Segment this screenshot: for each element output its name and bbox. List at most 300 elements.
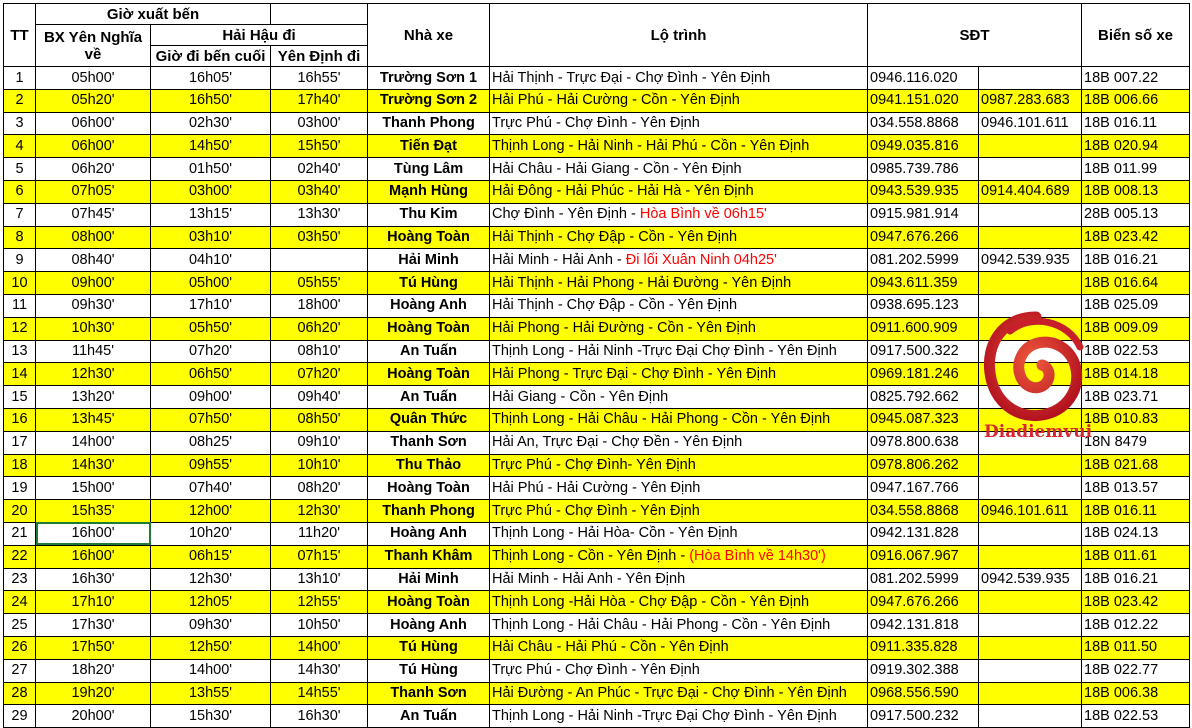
cell-gio-di-ben-cuoi[interactable]: 02h30': [151, 112, 271, 135]
cell-yen-dinh-di[interactable]: [271, 249, 368, 272]
cell-tt[interactable]: 19: [4, 477, 36, 500]
cell-nha-xe[interactable]: An Tuấn: [368, 340, 490, 363]
cell-yen-dinh-di[interactable]: 06h20': [271, 317, 368, 340]
cell-bx-yen-nghia[interactable]: 05h00': [36, 67, 151, 90]
cell-sdt-2[interactable]: [979, 591, 1082, 614]
route-text: Trực Phú - Chợ Đình- Yên Định: [492, 457, 696, 474]
cell-nha-xe[interactable]: Thu Kim: [368, 203, 490, 226]
cell-yen-dinh-di[interactable]: 17h40': [271, 89, 368, 112]
cell-sdt-1[interactable]: 0978.800.638: [868, 431, 979, 454]
cell-bien-so[interactable]: 18B 021.68: [1082, 454, 1190, 477]
cell-lo-trinh[interactable]: [490, 522, 868, 545]
cell-tt[interactable]: 28: [4, 682, 36, 705]
cell-bien-so[interactable]: 18B 023.42: [1082, 226, 1190, 249]
cell-sdt-1[interactable]: 0943.611.359: [868, 272, 979, 295]
cell-gio-di-ben-cuoi[interactable]: 07h50': [151, 408, 271, 431]
cell-bien-so[interactable]: 18B 013.57: [1082, 477, 1190, 500]
table-row: [4, 180, 1190, 203]
header-sdt[interactable]: SĐT: [868, 4, 1082, 67]
cell-lo-trinh[interactable]: [490, 203, 868, 226]
cell-bx-yen-nghia[interactable]: 15h35': [36, 500, 151, 523]
cell-sdt-2[interactable]: [979, 545, 1082, 568]
cell-yen-dinh-di[interactable]: 03h40': [271, 180, 368, 203]
cell-sdt-1[interactable]: 0947.167.766: [868, 477, 979, 500]
cell-sdt-2[interactable]: [979, 522, 1082, 545]
cell-gio-di-ben-cuoi[interactable]: 07h40': [151, 477, 271, 500]
cell-nha-xe[interactable]: Mạnh Hùng: [368, 180, 490, 203]
table-row: [4, 614, 1190, 637]
cell-lo-trinh[interactable]: [490, 67, 868, 90]
cell-sdt-2[interactable]: [979, 294, 1082, 317]
cell-bx-yen-nghia[interactable]: 12h30': [36, 363, 151, 386]
cell-nha-xe[interactable]: Tùng Lâm: [368, 158, 490, 181]
table-row: [4, 705, 1190, 728]
route-text: Hải Thịnh - Hải Phong - Hải Đường - Yên Định: [492, 274, 792, 291]
cell-nha-xe[interactable]: Hoàng Anh: [368, 614, 490, 637]
cell-gio-di-ben-cuoi[interactable]: 16h50': [151, 89, 271, 112]
cell-bx-yen-nghia[interactable]: 17h50': [36, 636, 151, 659]
cell-sdt-1[interactable]: 0969.181.246: [868, 363, 979, 386]
cell-lo-trinh[interactable]: [490, 272, 868, 295]
table-row: [4, 203, 1190, 226]
table-row: [4, 89, 1190, 112]
cell-lo-trinh[interactable]: [490, 226, 868, 249]
cell-nha-xe[interactable]: Hoàng Toàn: [368, 477, 490, 500]
cell-tt[interactable]: 5: [4, 158, 36, 181]
route-text: Thịnh Long - Hải Châu - Hải Phong - Cồn - Yên Định: [492, 411, 831, 428]
cell-yen-dinh-di[interactable]: 18h00': [271, 294, 368, 317]
schedule-table: [3, 3, 1190, 728]
cell-bien-so[interactable]: 18B 012.22: [1082, 614, 1190, 637]
cell-bx-yen-nghia[interactable]: 07h05': [36, 180, 151, 203]
cell-tt[interactable]: 3: [4, 112, 36, 135]
cell-sdt-1[interactable]: 0985.739.786: [868, 158, 979, 181]
cell-gio-di-ben-cuoi[interactable]: 04h10': [151, 249, 271, 272]
cell-bx-yen-nghia[interactable]: 09h00': [36, 272, 151, 295]
cell-tt[interactable]: 24: [4, 591, 36, 614]
cell-yen-dinh-di[interactable]: 16h30': [271, 705, 368, 728]
cell-tt[interactable]: 6: [4, 180, 36, 203]
cell-sdt-2[interactable]: [979, 614, 1082, 637]
cell-tt[interactable]: 8: [4, 226, 36, 249]
cell-yen-dinh-di[interactable]: 15h50': [271, 135, 368, 158]
cell-gio-di-ben-cuoi[interactable]: 08h25': [151, 431, 271, 454]
cell-tt[interactable]: 9: [4, 249, 36, 272]
cell-bx-yen-nghia[interactable]: 18h20': [36, 659, 151, 682]
route-text: Thịnh Long - Hải Châu - Hải Phong - Cồn - Yên Định: [492, 616, 831, 633]
cell-sdt-1[interactable]: 0919.302.388: [868, 659, 979, 682]
header-bien-so-xe[interactable]: Biển số xe: [1082, 4, 1190, 67]
cell-bien-so[interactable]: 18B 006.66: [1082, 89, 1190, 112]
cell-yen-dinh-di[interactable]: 13h30': [271, 203, 368, 226]
cell-bien-so[interactable]: 18B 016.21: [1082, 568, 1190, 591]
cell-bx-yen-nghia[interactable]: 19h20': [36, 682, 151, 705]
cell-bien-so[interactable]: 18B 020.94: [1082, 135, 1190, 158]
cell-yen-dinh-di[interactable]: 08h10': [271, 340, 368, 363]
cell-yen-dinh-di[interactable]: 09h10': [271, 431, 368, 454]
cell-yen-dinh-di[interactable]: 03h50': [271, 226, 368, 249]
cell-bien-so[interactable]: 18B 011.61: [1082, 545, 1190, 568]
cell-lo-trinh[interactable]: [490, 135, 868, 158]
cell-nha-xe[interactable]: Tú Hùng: [368, 272, 490, 295]
cell-nha-xe[interactable]: Hoàng Toàn: [368, 226, 490, 249]
cell-lo-trinh[interactable]: [490, 545, 868, 568]
cell-lo-trinh[interactable]: [490, 500, 868, 523]
cell-bx-yen-nghia[interactable]: 09h30': [36, 294, 151, 317]
route-text: Hải Đông - Hải Phúc - Hải Hà - Yên Định: [492, 183, 754, 200]
cell-sdt-2[interactable]: [979, 317, 1082, 340]
cell-tt[interactable]: 15: [4, 386, 36, 409]
cell-gio-di-ben-cuoi[interactable]: 09h30': [151, 614, 271, 637]
cell-gio-di-ben-cuoi[interactable]: 12h05': [151, 591, 271, 614]
cell-lo-trinh[interactable]: [490, 340, 868, 363]
cell-sdt-1[interactable]: 0911.600.909: [868, 317, 979, 340]
cell-bx-yen-nghia[interactable]: 16h00': [36, 522, 151, 545]
cell-lo-trinh[interactable]: [490, 317, 868, 340]
cell-lo-trinh[interactable]: [490, 591, 868, 614]
cell-sdt-1[interactable]: 0916.067.967: [868, 545, 979, 568]
cell-tt[interactable]: 22: [4, 545, 36, 568]
cell-yen-dinh-di[interactable]: 02h40': [271, 158, 368, 181]
table-row: [4, 568, 1190, 591]
cell-bx-yen-nghia[interactable]: 14h00': [36, 431, 151, 454]
cell-tt[interactable]: 1: [4, 67, 36, 90]
cell-yen-dinh-di[interactable]: 12h30': [271, 500, 368, 523]
cell-sdt-2[interactable]: [979, 340, 1082, 363]
cell-gio-di-ben-cuoi[interactable]: 13h55': [151, 682, 271, 705]
cell-yen-dinh-di[interactable]: 05h55': [271, 272, 368, 295]
cell-nha-xe[interactable]: Hoàng Anh: [368, 294, 490, 317]
cell-gio-di-ben-cuoi[interactable]: 06h50': [151, 363, 271, 386]
cell-bx-yen-nghia[interactable]: 06h00': [36, 112, 151, 135]
cell-gio-di-ben-cuoi[interactable]: 14h50': [151, 135, 271, 158]
cell-sdt-1[interactable]: 0917.500.232: [868, 705, 979, 728]
cell-tt[interactable]: 23: [4, 568, 36, 591]
cell-lo-trinh[interactable]: [490, 682, 868, 705]
cell-bien-so[interactable]: 18N 8479: [1082, 431, 1190, 454]
cell-sdt-2[interactable]: [979, 477, 1082, 500]
cell-gio-di-ben-cuoi[interactable]: 12h00': [151, 500, 271, 523]
cell-gio-di-ben-cuoi[interactable]: 12h50': [151, 636, 271, 659]
cell-sdt-2[interactable]: [979, 158, 1082, 181]
cell-bien-so[interactable]: 18B 025.09: [1082, 294, 1190, 317]
cell-bien-so[interactable]: 18B 016.64: [1082, 272, 1190, 295]
cell-lo-trinh[interactable]: [490, 431, 868, 454]
cell-bien-so[interactable]: 18B 011.99: [1082, 158, 1190, 181]
cell-bx-yen-nghia[interactable]: 20h00': [36, 705, 151, 728]
cell-lo-trinh[interactable]: [490, 158, 868, 181]
cell-gio-di-ben-cuoi[interactable]: 07h20': [151, 340, 271, 363]
cell-tt[interactable]: 13: [4, 340, 36, 363]
cell-gio-di-ben-cuoi[interactable]: 09h55': [151, 454, 271, 477]
cell-nha-xe[interactable]: An Tuấn: [368, 386, 490, 409]
cell-bx-yen-nghia[interactable]: 05h20': [36, 89, 151, 112]
cell-nha-xe[interactable]: Hoàng Anh: [368, 522, 490, 545]
cell-sdt-1[interactable]: 034.558.8868: [868, 112, 979, 135]
cell-lo-trinh[interactable]: [490, 705, 868, 728]
cell-bx-yen-nghia[interactable]: 07h45': [36, 203, 151, 226]
cell-tt[interactable]: 10: [4, 272, 36, 295]
cell-sdt-1[interactable]: 0938.695.123: [868, 294, 979, 317]
cell-gio-di-ben-cuoi[interactable]: 12h30': [151, 568, 271, 591]
cell-gio-di-ben-cuoi[interactable]: 05h50': [151, 317, 271, 340]
cell-lo-trinh[interactable]: [490, 294, 868, 317]
cell-nha-xe[interactable]: Tú Hùng: [368, 659, 490, 682]
cell-gio-di-ben-cuoi[interactable]: 06h15': [151, 545, 271, 568]
cell-sdt-2[interactable]: [979, 135, 1082, 158]
cell-bien-so[interactable]: 18B 016.21: [1082, 249, 1190, 272]
cell-yen-dinh-di[interactable]: 13h10': [271, 568, 368, 591]
cell-gio-di-ben-cuoi[interactable]: 09h00': [151, 386, 271, 409]
header-tt[interactable]: TT: [4, 4, 36, 67]
cell-yen-dinh-di[interactable]: 09h40': [271, 386, 368, 409]
cell-sdt-1[interactable]: 0911.335.828: [868, 636, 979, 659]
cell-sdt-2[interactable]: [979, 454, 1082, 477]
cell-gio-di-ben-cuoi[interactable]: 17h10': [151, 294, 271, 317]
cell-bx-yen-nghia[interactable]: 08h00': [36, 226, 151, 249]
table-row: [4, 659, 1190, 682]
cell-gio-di-ben-cuoi[interactable]: 03h00': [151, 180, 271, 203]
cell-bien-so[interactable]: 18B 016.11: [1082, 500, 1190, 523]
cell-sdt-1[interactable]: 0946.116.020: [868, 67, 979, 90]
cell-gio-di-ben-cuoi[interactable]: 01h50': [151, 158, 271, 181]
cell-lo-trinh[interactable]: [490, 249, 868, 272]
cell-tt[interactable]: 16: [4, 408, 36, 431]
cell-yen-dinh-di[interactable]: 08h50': [271, 408, 368, 431]
cell-bx-yen-nghia[interactable]: 16h30': [36, 568, 151, 591]
header-lo-trinh[interactable]: Lộ trình: [490, 4, 868, 67]
route-text: Trực Phú - Chợ Đình - Yên Định: [492, 662, 700, 679]
cell-nha-xe[interactable]: Hoàng Toàn: [368, 363, 490, 386]
cell-yen-dinh-di[interactable]: 14h30': [271, 659, 368, 682]
cell-nha-xe[interactable]: Tú Hùng: [368, 636, 490, 659]
cell-nha-xe[interactable]: Tiến Đạt: [368, 135, 490, 158]
header-nha-xe[interactable]: Nhà xe: [368, 4, 490, 67]
cell-lo-trinh[interactable]: [490, 454, 868, 477]
cell-yen-dinh-di[interactable]: 16h55': [271, 67, 368, 90]
cell-sdt-1[interactable]: 0942.131.828: [868, 522, 979, 545]
route-note: Đi lối Xuân Ninh 04h25': [625, 251, 777, 268]
cell-sdt-1[interactable]: 0945.087.323: [868, 408, 979, 431]
cell-gio-di-ben-cuoi[interactable]: 13h15': [151, 203, 271, 226]
cell-bien-so[interactable]: 18B 014.18: [1082, 363, 1190, 386]
cell-nha-xe[interactable]: Trường Sơn 2: [368, 89, 490, 112]
cell-tt[interactable]: 17: [4, 431, 36, 454]
cell-bx-yen-nghia[interactable]: 06h20': [36, 158, 151, 181]
cell-sdt-1[interactable]: 0915.981.914: [868, 203, 979, 226]
cell-bx-yen-nghia[interactable]: 10h30': [36, 317, 151, 340]
cell-nha-xe[interactable]: Hoàng Toàn: [368, 591, 490, 614]
cell-sdt-1[interactable]: 0917.500.322: [868, 340, 979, 363]
cell-bien-so[interactable]: 18B 022.53: [1082, 705, 1190, 728]
cell-bien-so[interactable]: 18B 011.50: [1082, 636, 1190, 659]
cell-bx-yen-nghia[interactable]: 08h40': [36, 249, 151, 272]
table-row: [4, 500, 1190, 523]
cell-lo-trinh[interactable]: [490, 636, 868, 659]
cell-nha-xe[interactable]: Hải Minh: [368, 249, 490, 272]
cell-nha-xe[interactable]: Thanh Sơn: [368, 682, 490, 705]
cell-sdt-1[interactable]: 0949.035.816: [868, 135, 979, 158]
table-row: [4, 386, 1190, 409]
cell-nha-xe[interactable]: Thu Thảo: [368, 454, 490, 477]
cell-sdt-2[interactable]: 0987.283.683: [979, 89, 1082, 112]
cell-tt[interactable]: 12: [4, 317, 36, 340]
cell-gio-di-ben-cuoi[interactable]: 05h00': [151, 272, 271, 295]
cell-gio-di-ben-cuoi[interactable]: 15h30': [151, 705, 271, 728]
cell-bx-yen-nghia[interactable]: 17h30': [36, 614, 151, 637]
cell-sdt-2[interactable]: [979, 636, 1082, 659]
cell-lo-trinh[interactable]: [490, 568, 868, 591]
route-text: Thịnh Long -Hải Hòa - Chợ Đập - Cồn - Yên Định: [492, 593, 810, 610]
cell-bx-yen-nghia[interactable]: 11h45': [36, 340, 151, 363]
table-row: [4, 340, 1190, 363]
cell-nha-xe[interactable]: Thanh Sơn: [368, 431, 490, 454]
cell-yen-dinh-di[interactable]: 10h10': [271, 454, 368, 477]
table-header: [4, 4, 1190, 67]
cell-sdt-2[interactable]: 0946.101.611: [979, 112, 1082, 135]
cell-bien-so[interactable]: 18B 023.71: [1082, 386, 1190, 409]
cell-bien-so[interactable]: 28B 005.13: [1082, 203, 1190, 226]
cell-tt[interactable]: 27: [4, 659, 36, 682]
route-text: Thịnh Long - Hải Ninh - Hải Phú - Cồn - Yên Định: [492, 137, 810, 154]
cell-tt[interactable]: 7: [4, 203, 36, 226]
cell-tt[interactable]: 25: [4, 614, 36, 637]
header-yen-dinh-di[interactable]: Yên Định đi: [271, 46, 368, 67]
cell-lo-trinh[interactable]: [490, 477, 868, 500]
cell-yen-dinh-di[interactable]: 07h15': [271, 545, 368, 568]
cell-nha-xe[interactable]: An Tuấn: [368, 705, 490, 728]
cell-nha-xe[interactable]: Hải Minh: [368, 568, 490, 591]
cell-sdt-2[interactable]: [979, 226, 1082, 249]
cell-lo-trinh[interactable]: [490, 659, 868, 682]
table-row: [4, 294, 1190, 317]
header-gio-di-ben-cuoi[interactable]: Giờ đi bến cuối: [151, 46, 271, 67]
cell-tt[interactable]: 20: [4, 500, 36, 523]
cell-yen-dinh-di[interactable]: 10h50': [271, 614, 368, 637]
cell-tt[interactable]: 2: [4, 89, 36, 112]
cell-lo-trinh[interactable]: [490, 386, 868, 409]
cell-yen-dinh-di[interactable]: 14h55': [271, 682, 368, 705]
cell-sdt-2[interactable]: 0946.101.611: [979, 500, 1082, 523]
route-text: Thịnh Long - Hải Ninh -Trực Đại Chợ Đình - Yên Định: [492, 707, 837, 724]
cell-lo-trinh[interactable]: [490, 89, 868, 112]
cell-lo-trinh[interactable]: [490, 112, 868, 135]
cell-bx-yen-nghia[interactable]: 16h00': [36, 545, 151, 568]
cell-sdt-1[interactable]: 0968.556.590: [868, 682, 979, 705]
cell-sdt-1[interactable]: 034.558.8868: [868, 500, 979, 523]
cell-tt[interactable]: 4: [4, 135, 36, 158]
cell-nha-xe[interactable]: Trường Sơn 1: [368, 67, 490, 90]
cell-lo-trinh[interactable]: [490, 363, 868, 386]
cell-sdt-2[interactable]: [979, 386, 1082, 409]
cell-sdt-1[interactable]: 0947.676.266: [868, 226, 979, 249]
cell-yen-dinh-di[interactable]: 14h00': [271, 636, 368, 659]
cell-bx-yen-nghia[interactable]: 15h00': [36, 477, 151, 500]
cell-sdt-2[interactable]: [979, 363, 1082, 386]
route-text: Hải Thịnh - Chợ Đập - Cồn - Yên Định: [492, 229, 738, 246]
cell-gio-di-ben-cuoi[interactable]: 16h05': [151, 67, 271, 90]
cell-gio-di-ben-cuoi[interactable]: 10h20': [151, 522, 271, 545]
cell-sdt-1[interactable]: 0942.131.818: [868, 614, 979, 637]
cell-bien-so[interactable]: 18B 016.11: [1082, 112, 1190, 135]
header-bx-yen-nghia[interactable]: BX Yên Nghĩa về: [36, 25, 151, 67]
cell-nha-xe[interactable]: Thanh Phong: [368, 112, 490, 135]
cell-sdt-2[interactable]: 0914.404.689: [979, 180, 1082, 203]
header-hai-hau-di[interactable]: Hải Hậu đi: [151, 25, 368, 46]
cell-lo-trinh[interactable]: [490, 180, 868, 203]
cell-sdt-1[interactable]: 0941.151.020: [868, 89, 979, 112]
cell-lo-trinh[interactable]: [490, 408, 868, 431]
cell-bx-yen-nghia[interactable]: 13h45': [36, 408, 151, 431]
cell-lo-trinh[interactable]: [490, 614, 868, 637]
cell-sdt-1[interactable]: 081.202.5999: [868, 249, 979, 272]
cell-tt[interactable]: 14: [4, 363, 36, 386]
route-text: Hải Châu - Hải Phú - Cồn - Yên Định: [492, 639, 729, 656]
cell-nha-xe[interactable]: Hoàng Toàn: [368, 317, 490, 340]
cell-bien-so[interactable]: 18B 009.09: [1082, 317, 1190, 340]
cell-gio-di-ben-cuoi[interactable]: 14h00': [151, 659, 271, 682]
cell-nha-xe[interactable]: Quân Thức: [368, 408, 490, 431]
cell-sdt-2[interactable]: [979, 659, 1082, 682]
cell-bien-so[interactable]: 18B 023.42: [1082, 591, 1190, 614]
cell-bien-so[interactable]: 18B 007.22: [1082, 67, 1190, 90]
cell-gio-di-ben-cuoi[interactable]: 03h10': [151, 226, 271, 249]
cell-bx-yen-nghia[interactable]: 14h30': [36, 454, 151, 477]
cell-sdt-1[interactable]: 0978.806.262: [868, 454, 979, 477]
cell-yen-dinh-di[interactable]: 12h55': [271, 591, 368, 614]
cell-sdt-2[interactable]: 0942.539.935: [979, 249, 1082, 272]
cell-sdt-2[interactable]: [979, 682, 1082, 705]
watermark-text: Diadiemvui: [984, 422, 1093, 442]
cell-bx-yen-nghia[interactable]: 13h20': [36, 386, 151, 409]
header-gio-xuat-ben[interactable]: Giờ xuất bến: [36, 4, 271, 25]
cell-sdt-2[interactable]: [979, 272, 1082, 295]
cell-bien-so[interactable]: 18B 010.83: [1082, 408, 1190, 431]
cell-tt[interactable]: 21: [4, 522, 36, 545]
header-empty[interactable]: [271, 4, 368, 25]
cell-sdt-2[interactable]: [979, 203, 1082, 226]
cell-bien-so[interactable]: 18B 022.53: [1082, 340, 1190, 363]
cell-yen-dinh-di[interactable]: 03h00': [271, 112, 368, 135]
cell-bien-so[interactable]: 18B 008.13: [1082, 180, 1190, 203]
cell-tt[interactable]: 29: [4, 705, 36, 728]
cell-yen-dinh-di[interactable]: 11h20': [271, 522, 368, 545]
cell-sdt-1[interactable]: 081.202.5999: [868, 568, 979, 591]
cell-bx-yen-nghia[interactable]: 06h00': [36, 135, 151, 158]
cell-nha-xe[interactable]: Thanh Phong: [368, 500, 490, 523]
table-row: [4, 67, 1190, 90]
cell-tt[interactable]: 11: [4, 294, 36, 317]
cell-sdt-1[interactable]: 0825.792.662: [868, 386, 979, 409]
cell-sdt-2[interactable]: 0942.539.935: [979, 568, 1082, 591]
cell-bx-yen-nghia[interactable]: 17h10': [36, 591, 151, 614]
cell-nha-xe[interactable]: Thanh Khâm: [368, 545, 490, 568]
cell-bien-so[interactable]: 18B 024.13: [1082, 522, 1190, 545]
cell-sdt-2[interactable]: [979, 705, 1082, 728]
table-row: [4, 454, 1190, 477]
cell-bien-so[interactable]: 18B 022.77: [1082, 659, 1190, 682]
cell-tt[interactable]: 26: [4, 636, 36, 659]
cell-yen-dinh-di[interactable]: 07h20': [271, 363, 368, 386]
cell-tt[interactable]: 18: [4, 454, 36, 477]
cell-sdt-1[interactable]: 0943.539.935: [868, 180, 979, 203]
table-row: [4, 636, 1190, 659]
cell-sdt-1[interactable]: 0947.676.266: [868, 591, 979, 614]
cell-sdt-2[interactable]: [979, 67, 1082, 90]
route-text: Hải Giang - Cồn - Yên Định: [492, 388, 669, 405]
cell-yen-dinh-di[interactable]: 08h20': [271, 477, 368, 500]
cell-bien-so[interactable]: 18B 006.38: [1082, 682, 1190, 705]
